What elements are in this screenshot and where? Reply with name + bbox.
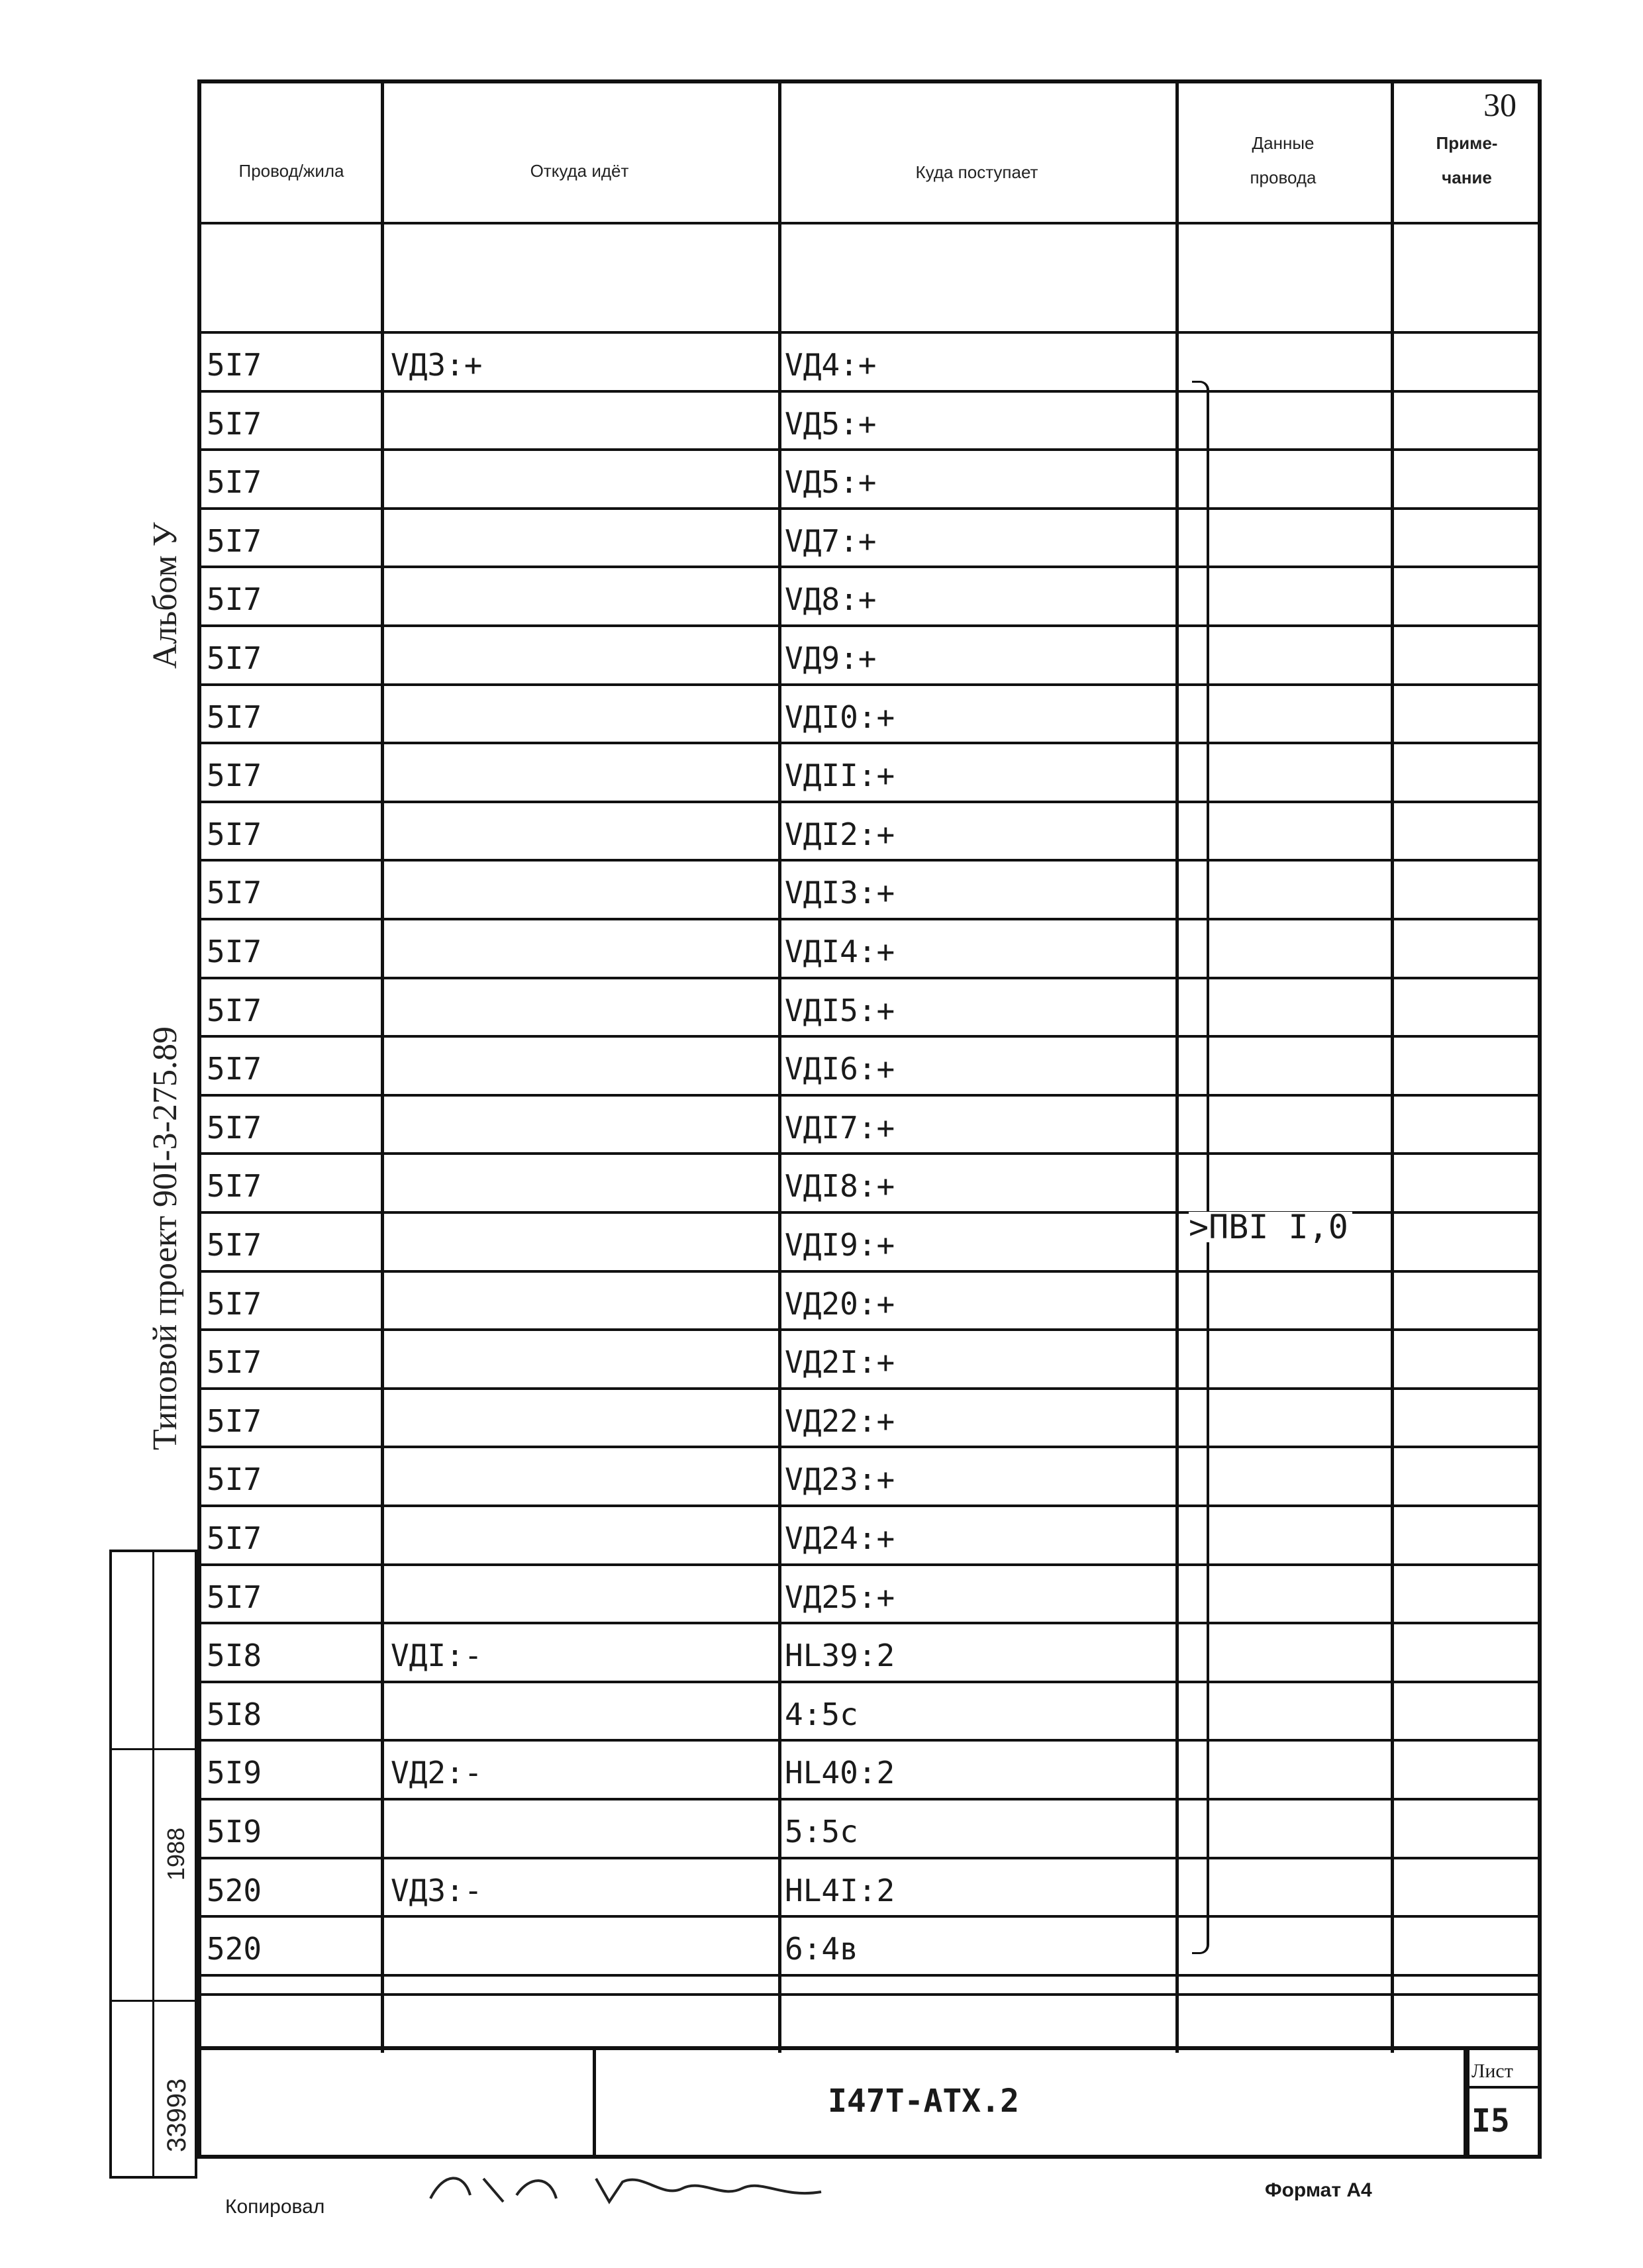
to-cell: VДI6:+ (785, 1051, 895, 1087)
row-divider (197, 566, 1542, 568)
from-cell: VД2:- (391, 1755, 483, 1791)
from-cell: VД3:+ (391, 347, 483, 383)
row-divider (197, 448, 1542, 451)
row-divider (197, 918, 1542, 920)
to-cell: VД4:+ (785, 347, 877, 383)
wire-number-cell: 5I7 (207, 405, 262, 442)
column-divider (381, 79, 384, 2053)
header-note-2: чание (1442, 168, 1492, 187)
wire-number-cell: 5I7 (207, 816, 262, 852)
row-divider (197, 1328, 1542, 1331)
row-divider (197, 1798, 1542, 1800)
document-code: I47Т-АТХ.2 (828, 2083, 1019, 2120)
wire-number-cell: 5I7 (207, 758, 262, 794)
format-label: Формат А4 (1265, 2179, 1372, 2201)
wire-number-cell: 5I9 (207, 1755, 262, 1791)
row-divider (197, 1387, 1542, 1390)
wire-number-cell: 5I7 (207, 581, 262, 618)
to-cell: 4:5c (785, 1696, 858, 1732)
from-cell: VД3:- (391, 1872, 483, 1908)
wire-number-cell: 5I7 (207, 699, 262, 735)
page-number: 30 (1483, 86, 1517, 123)
to-cell: VД5:+ (785, 464, 877, 501)
stamp-column-divider (152, 1550, 154, 2179)
row-divider (197, 859, 1542, 862)
to-cell: VД7:+ (785, 522, 877, 559)
to-cell: 5:5c (785, 1814, 858, 1849)
header-wire-data-1: Данные (1252, 133, 1315, 153)
row-divider (197, 1993, 1542, 1996)
row-divider (197, 1270, 1542, 1273)
to-cell: VД25:+ (785, 1579, 895, 1615)
stamp-date: 1988 (162, 1827, 189, 1881)
wire-number-cell: 5I7 (207, 640, 262, 676)
title-block (593, 2046, 1467, 2159)
wire-number-cell: 5I7 (207, 934, 262, 969)
to-cell: VДI9:+ (785, 1227, 895, 1263)
to-cell: 6:4в (785, 1931, 858, 1967)
row-divider (197, 390, 1542, 393)
wire-number-cell: 5I7 (207, 522, 262, 559)
to-cell: VД22:+ (785, 1403, 895, 1439)
to-cell: VД9:+ (785, 640, 877, 676)
row-divider (197, 507, 1542, 510)
stamp-row-divider (109, 2000, 197, 2002)
to-cell: VДI0:+ (785, 699, 895, 735)
wire-number-cell: 5I7 (207, 1520, 262, 1556)
row-divider (197, 1094, 1542, 1097)
to-cell: VДII:+ (785, 758, 895, 794)
wire-number-cell: 5I7 (207, 992, 262, 1028)
row-divider (197, 1681, 1542, 1683)
to-cell: VДI2:+ (785, 816, 895, 852)
wire-number-cell: 5I7 (207, 347, 262, 383)
stamp-inventory-number: 33993 (162, 2078, 191, 2152)
wire-number-cell: 520 (207, 1931, 262, 1967)
header-wire-data-2: провода (1250, 168, 1317, 187)
wire-number-cell: 5I7 (207, 1051, 262, 1087)
row-divider (197, 683, 1542, 686)
to-cell: VД24:+ (785, 1520, 895, 1556)
row-divider (197, 1915, 1542, 1918)
wire-number-cell: 5I7 (207, 1109, 262, 1146)
sheet-number: I5 (1471, 2102, 1510, 2140)
header-divider (197, 222, 1542, 224)
row-divider (197, 1622, 1542, 1624)
to-cell: HL4I:2 (785, 1872, 895, 1908)
copied-label: Копировал (225, 2196, 325, 2218)
wire-number-cell: 5I7 (207, 1168, 262, 1205)
stamp-row-divider (109, 1748, 197, 1750)
wire-number-cell: 5I7 (207, 1403, 262, 1439)
row-divider (197, 624, 1542, 627)
column-divider (1391, 79, 1394, 2053)
to-cell: VД20:+ (785, 1285, 895, 1322)
to-cell: VДI3:+ (785, 875, 895, 911)
row-divider (197, 801, 1542, 803)
column-divider (778, 79, 781, 2053)
wire-number-cell: 5I7 (207, 875, 262, 911)
row-divider (197, 1152, 1542, 1155)
wire-number-cell: 5I8 (207, 1696, 262, 1732)
row-divider (197, 1035, 1542, 1038)
wire-group-brace (1192, 381, 1209, 1954)
wire-number-cell: 5I7 (207, 1461, 262, 1498)
row-divider (197, 1857, 1542, 1859)
wire-number-cell: 5I7 (207, 1579, 262, 1615)
wire-data-value: >ПВI I,0 (1189, 1212, 1352, 1242)
from-cell: VДI:- (391, 1638, 483, 1674)
to-cell: VДI4:+ (785, 934, 895, 969)
wire-number-cell: 520 (207, 1872, 262, 1908)
sheet-label: Лист (1471, 2060, 1513, 2082)
row-divider (197, 977, 1542, 979)
row-divider (197, 1446, 1542, 1448)
header-from: Откуда идёт (530, 161, 629, 181)
to-cell: VДI7:+ (785, 1109, 895, 1146)
to-cell: HL40:2 (785, 1755, 895, 1791)
row-divider (197, 1739, 1542, 1742)
wire-number-cell: 5I7 (207, 1285, 262, 1322)
to-cell: VД5:+ (785, 405, 877, 442)
row-divider (197, 1504, 1542, 1507)
to-cell: VД2I:+ (785, 1344, 895, 1381)
row-divider (197, 331, 1542, 334)
to-cell: HL39:2 (785, 1638, 895, 1674)
header-to: Куда поступает (915, 162, 1038, 182)
wire-number-cell: 5I7 (207, 464, 262, 501)
to-cell: VДI5:+ (785, 992, 895, 1028)
wire-number-cell: 5I7 (207, 1227, 262, 1263)
header-wire: Провод/жила (238, 161, 344, 181)
wire-number-cell: 5I7 (207, 1344, 262, 1381)
to-cell: VДI8:+ (785, 1168, 895, 1205)
album-label: Альбом У (146, 522, 184, 669)
row-divider (197, 1974, 1542, 1977)
row-divider (197, 1563, 1542, 1566)
header-note-1: Приме- (1436, 133, 1498, 153)
to-cell: VД8:+ (785, 581, 877, 618)
row-divider (197, 742, 1542, 744)
wire-number-cell: 5I8 (207, 1638, 262, 1674)
wire-number-cell: 5I9 (207, 1814, 262, 1849)
project-label: Типовой проект 90I-3-275.89 (146, 1026, 184, 1450)
to-cell: VД23:+ (785, 1461, 895, 1498)
copier-signature (424, 2165, 834, 2212)
column-divider (1175, 79, 1179, 2053)
